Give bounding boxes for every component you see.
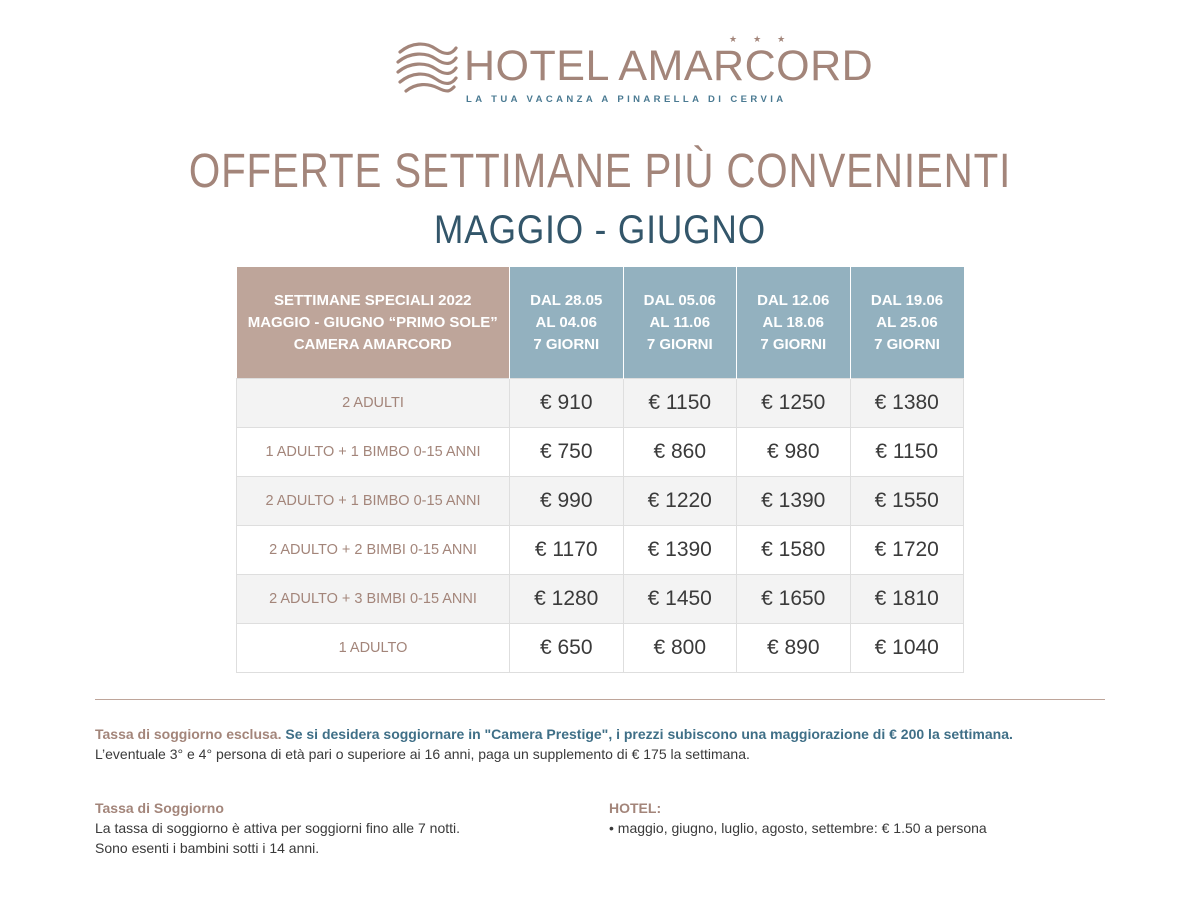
logo-name: HOTEL AMARCORD xyxy=(464,42,874,90)
row-label: 1 ADULTO xyxy=(237,624,510,673)
table-header-row xyxy=(237,267,964,379)
logo-stars: ★★★ xyxy=(729,34,802,44)
week-days: 7 GIORNI xyxy=(760,335,827,353)
price-cell: € 1280 xyxy=(510,575,624,624)
pricing-notes xyxy=(95,724,1105,764)
table-row xyxy=(237,624,964,673)
logo-tagline: LA TUA VACANZA A PINARELLA DI CERVIA xyxy=(466,94,787,105)
price-cell: € 1580 xyxy=(737,526,851,575)
supplement-note: L’eventuale 3° e 4° persona di età pari o superiore ai 16 anni, paga un supplemento di € 175 la settimana. xyxy=(95,746,750,762)
table-row xyxy=(237,379,964,428)
price-cell: € 1040 xyxy=(850,624,964,673)
week-days: 7 GIORNI xyxy=(646,335,713,353)
tax-excluded-note: Tassa di soggiorno esclusa. xyxy=(95,726,282,742)
notes-line-1 xyxy=(95,724,1105,744)
header-label-line: MAGGIO - GIUGNO “PRIMO SOLE” xyxy=(247,313,498,331)
header-label-line: CAMERA AMARCORD xyxy=(293,335,452,353)
page-title: OFFERTE SETTIMANE PIÙ CONVENIENTI xyxy=(188,145,1012,198)
price-cell: € 800 xyxy=(623,624,737,673)
price-cell: € 1150 xyxy=(623,379,737,428)
price-cell: € 1450 xyxy=(623,575,737,624)
week-to: AL 25.06 xyxy=(876,313,938,331)
price-cell: € 750 xyxy=(510,428,624,477)
price-cell: € 1720 xyxy=(850,526,964,575)
header-week-4 xyxy=(850,267,964,379)
hotel-tax-title: HOTEL: xyxy=(609,800,662,816)
page-subtitle: MAGGIO - GIUGNO xyxy=(434,208,766,252)
header-week-2 xyxy=(623,267,737,379)
tourist-tax-title: Tassa di Soggiorno xyxy=(95,800,224,816)
price-cell: € 1390 xyxy=(737,477,851,526)
table-row xyxy=(237,428,964,477)
price-cell: € 1810 xyxy=(850,575,964,624)
row-label: 2 ADULTO + 1 BIMBO 0-15 ANNI xyxy=(237,477,510,526)
prestige-note: Se si desidera soggiornare in "Camera Prestige", i prezzi subiscono una maggiorazione di € 200 la settimana. xyxy=(285,726,1013,742)
table-row xyxy=(237,575,964,624)
price-cell: € 1550 xyxy=(850,477,964,526)
week-from: DAL 12.06 xyxy=(757,291,830,309)
row-label: 2 ADULTO + 2 BIMBI 0-15 ANNI xyxy=(237,526,510,575)
price-cell: € 1170 xyxy=(510,526,624,575)
tourist-tax-line: Sono esenti i bambini sotti i 14 anni. xyxy=(95,840,320,856)
price-cell: € 1150 xyxy=(850,428,964,477)
week-days: 7 GIORNI xyxy=(533,335,600,353)
hotel-logo xyxy=(0,34,1200,114)
row-label: 2 ADULTI xyxy=(237,379,510,428)
price-cell: € 990 xyxy=(510,477,624,526)
price-cell: € 980 xyxy=(737,428,851,477)
price-cell: € 650 xyxy=(510,624,624,673)
price-cell: € 1250 xyxy=(737,379,851,428)
hotel-tax-line: • maggio, giugno, luglio, agosto, settembre: € 1.50 a persona xyxy=(609,820,987,836)
header-label-line: SETTIMANE SPECIALI 2022 xyxy=(273,291,472,309)
week-days: 7 GIORNI xyxy=(874,335,940,353)
tourist-tax-line: La tassa di soggiorno è attiva per soggiorni fino alle 7 notti. xyxy=(95,820,461,836)
tourist-tax-block xyxy=(95,798,555,858)
price-cell: € 1380 xyxy=(850,379,964,428)
price-cell: € 860 xyxy=(623,428,737,477)
header-offer-label xyxy=(237,267,510,379)
hotel-tax-block xyxy=(609,798,1109,838)
price-cell: € 890 xyxy=(737,624,851,673)
divider xyxy=(95,699,1105,700)
week-from: DAL 19.06 xyxy=(870,291,944,309)
price-cell: € 1390 xyxy=(623,526,737,575)
week-from: DAL 28.05 xyxy=(530,291,603,309)
week-to: AL 04.06 xyxy=(535,313,597,331)
row-label: 1 ADULTO + 1 BIMBO 0-15 ANNI xyxy=(237,428,510,477)
row-label: 2 ADULTO + 3 BIMBI 0-15 ANNI xyxy=(237,575,510,624)
week-to: AL 11.06 xyxy=(649,313,711,331)
price-table xyxy=(236,267,964,673)
price-cell: € 910 xyxy=(510,379,624,428)
table-row xyxy=(237,477,964,526)
header-week-3 xyxy=(737,267,851,379)
header-week-1 xyxy=(510,267,624,379)
price-cell: € 1220 xyxy=(623,477,737,526)
table-row xyxy=(237,526,964,575)
waves-icon xyxy=(396,40,458,94)
week-to: AL 18.06 xyxy=(762,313,824,331)
week-from: DAL 05.06 xyxy=(643,291,716,309)
price-cell: € 1650 xyxy=(737,575,851,624)
